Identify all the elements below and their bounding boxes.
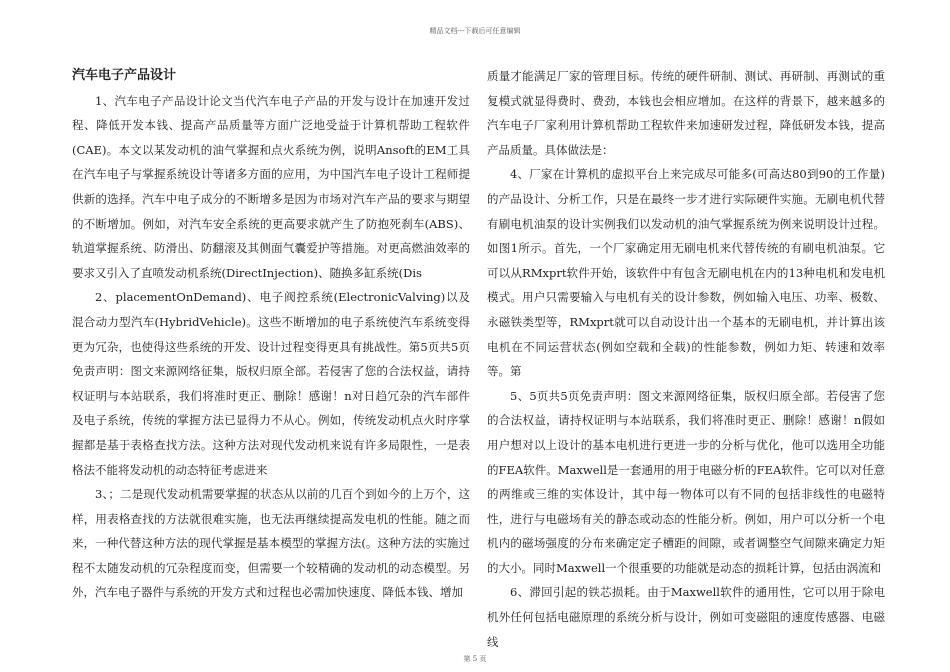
paragraph-1: 1、汽车电子产品设计论文当代汽车电子产品的开发与设计在加速开发过程、降低开发本钱、提高产品质量等方面广泛地受益于计算机帮助工程软件(CAE)。本文以某发动机的油气掌握和点火系统为例，说明Ansoft的EM工具在汽车电子与掌握系统设计等诸多方面的应用，为中国汽车电子设计工程师提供新的选择。汽车中电子成分的不断增多是因为市场对汽车产品的要求与期望的不断增加。例如，对汽车安全系统的更高要求就产生了防抱死刹车(ABS)、轨道掌握系统、防滑出、防翻滚及其侧面气囊爱护等措施。对更高燃油效率的要求又引入了直喷发动机系统(DirectInjection)、随换多缸系统(Dis xyxy=(72,93,470,280)
paragraph-4: 4、厂家在计算机的虚拟平台上来完成尽可能多(可高达80到90的工作量)的产品设计、分析工作，只是在最终一步才进行实际硬件实施。无刷电机代替有刷电机油泵的设计实例我们以发动机的油气掌握系统为例来说明设计过程。如图1所示。首先，一个厂家确定用无刷电机来代替传统的有刷电机油泵。它可以从RMxprt软件开始，该软件中有包含无刷电机在内的13种电机和发电机模式。用户只需要输入与电机有关的设计参数，例如输入电压、功率、极数、永磁铁类型等，RMxprt就可以自动设计出一个基本的无刷电机，并计算出该电机在不同运营状态(例如空载和全载)的性能参数，例如力矩、转速和效率等。第 xyxy=(487,167,885,379)
right-column xyxy=(487,64,885,654)
page-footer: 第 5 页 xyxy=(463,655,487,663)
paragraph-3: 3、；二是现代发动机需要掌握的状态从以前的几百个到如今的上万个，这样，用表格查找的方法就很难实施，也无法再继续提高发电机的性能。随之而来，一种代替这种方法的现代掌握是基本模型的掌握方法(。这种方法的实施过程不太随发动机的冗杂程度而变，但需要一个较精确的发动机的动态模型。另外，汽车电子器件与系统的开发方式和过程也必需加快速度、降低本钱、增加 xyxy=(72,487,470,600)
paragraph-3-continuation: 质量才能满足厂家的管理目标。传统的硬件研制、测试、再研制、再测试的重复模式就显得费时、费劲，本钱也会相应增加。在这样的背景下，越来越多的汽车电子厂家利用计算机帮助工程软件来加速研发过程，降低研发本钱，提高产品质量。具体做法是： xyxy=(487,69,885,157)
document-title: 汽车电子产品设计 xyxy=(72,68,177,83)
paragraph-2: 2、placementOnDemand)、电子阀控系统(ElectronicValving)以及混合动力型汽车(HybridVehicle)。这些不断增加的电子系统使汽车系统变得更为冗杂，也使得这些系统的开发、设计过程变得更具有挑战性。第5页共5页免责声明：图文来源网络征集，版权归原全部。若侵害了您的合法权益，请持权证明与本站联系，我们将准时更正、删除！感谢！n对日趋冗杂的汽车部件及电子系统，传统的掌握方法已显得力不从心。例如，传统发动机点火时序掌握都是基于表格查找方法。这种方法对现代发动机来说有许多局限性，一是表格法不能将发动机的动态特征考虑进来 xyxy=(72,290,470,477)
left-column xyxy=(72,64,470,605)
paragraph-6: 6、滞回引起的铁芯损耗。由于Maxwell软件的通用性，它可以用于除电机外任何包括电磁原理的系统分析与设计，例如可变磁阻的速度传感器、电磁线 xyxy=(487,585,885,649)
paragraph-5: 5、5页共5页免责声明：图文来源网络征集，版权归原全部。若侵害了您的合法权益，请持权证明与本站联系，我们将准时更正、删除！感谢！n假如用户想对以上设计的基本电机进行更进一步的分析与优化，他可以选用全功能的FEA软件。Maxwell是一套通用的用于电磁分析的FEA软件。它可以对任意的两维或三维的实体设计，其中每一物体可以有不同的包括非线性的电磁特性，进行与电磁场有关的静态或动态的性能分析。例如，用户可以分析一个电机内的磁场强度的分布来确定定子槽距的间隙，或者调整空气间隙来确定力矩的大小。同时Maxwell一个很重要的功能就是动态的损耗计算，包括由涡流和 xyxy=(487,388,885,575)
page-header: 精品文档---下载后可任意编辑 xyxy=(429,27,521,35)
